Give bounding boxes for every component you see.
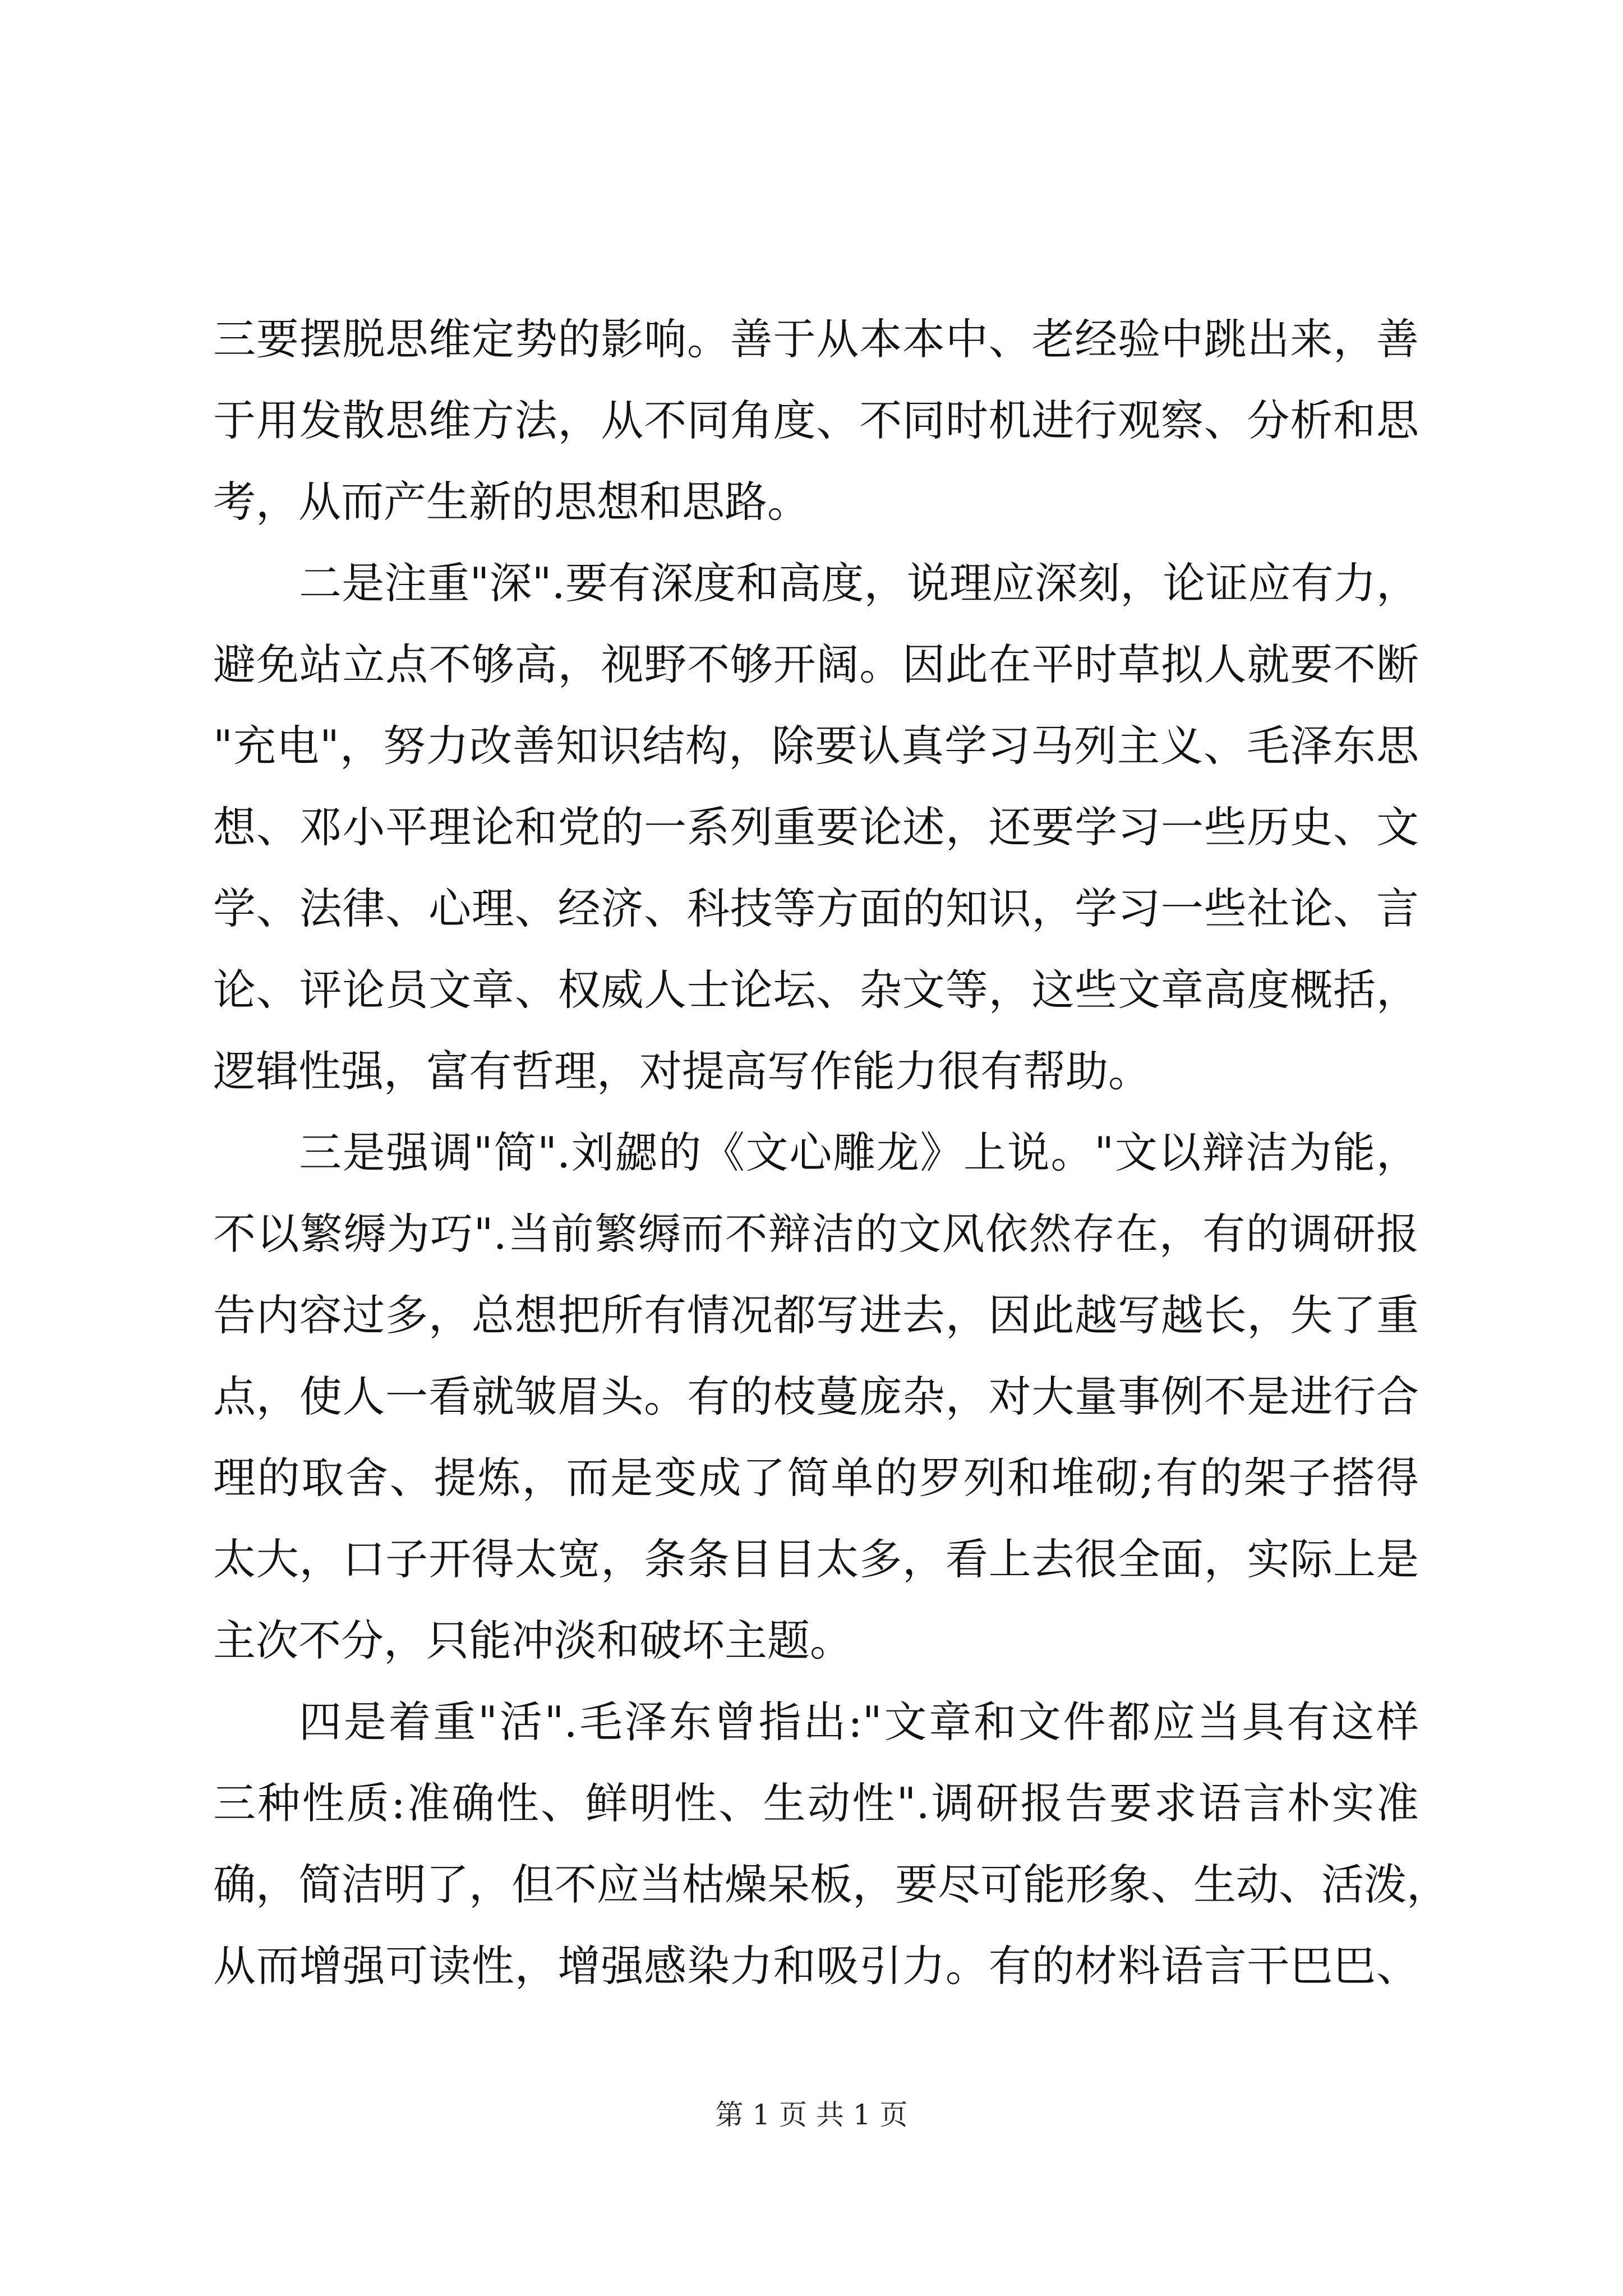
paragraph-start-line: 三是强调"简".刘勰的《文心雕龙》上说。"文以辩洁为能， — [299, 1128, 1419, 1177]
text-line: 于用发散思维方法，从不同角度、不同时机进行观察、分析和思 — [213, 395, 1419, 445]
text-line: 学、法律、心理、经济、科技等方面的知识，学习一些社论、言 — [213, 884, 1419, 933]
text-line: 三种性质:准确性、鲜明性、生动性".调研报告要求语言朴实准 — [213, 1778, 1419, 1828]
text-line: 确，简洁明了，但不应当枯燥呆板，要尽可能形象、生动、活泼， — [213, 1860, 1449, 1910]
text-line: 理的取舍、提炼，而是变成了简单的罗列和堆砌;有的架子搭得 — [213, 1453, 1419, 1503]
text-line: 从而增强可读性，增强感染力和吸引力。有的材料语言干巴巴、 — [213, 1941, 1419, 1991]
text-line: 太大，口子开得太宽，条条目目太多，看上去很全面，实际上是 — [213, 1534, 1419, 1584]
text-line: 主次不分，只能冲淡和破坏主题。 — [213, 1616, 852, 1665]
paragraph-start-line: 二是注重"深".要有深度和高度，说理应深刻，论证应有力， — [299, 558, 1419, 608]
paragraph-start-line: 四是着重"活".毛泽东曾指出:"文章和文件都应当具有这样 — [299, 1697, 1419, 1747]
text-line: 论、评论员文章、权威人士论坛、杂文等，这些文章高度概括， — [213, 965, 1419, 1015]
page-number-footer: 第 1 页 共 1 页 — [715, 2099, 908, 2131]
text-line: 点，使人一看就皱眉头。有的枝蔓庞杂，对大量事例不是进行合 — [213, 1372, 1419, 1421]
text-line: 想、邓小平理论和党的一系列重要论述，还要学习一些历史、文 — [213, 802, 1419, 852]
text-line: 告内容过多，总想把所有情况都写进去，因此越写越长，失了重 — [213, 1290, 1419, 1340]
text-line: 不以繁缛为巧".当前繁缛而不辩洁的文风依然存在，有的调研报 — [213, 1209, 1419, 1259]
text-line: 逻辑性强，富有哲理，对提高写作能力很有帮助。 — [213, 1046, 1151, 1096]
text-line: 三要摆脱思维定势的影响。善于从本本中、老经验中跳出来，善 — [213, 314, 1419, 364]
text-line: 避免站立点不够高，视野不够开阔。因此在平时草拟人就要不断 — [213, 639, 1419, 689]
text-line: "充电"，努力改善知识结构，除要认真学习马列主义、毛泽东思 — [213, 721, 1419, 771]
text-line: 考，从而产生新的思想和思路。 — [213, 477, 810, 527]
